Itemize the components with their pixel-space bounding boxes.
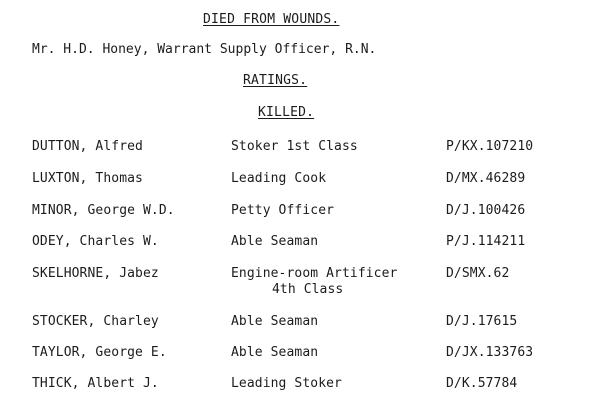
casualty-service-number: D/K.57784 <box>446 376 518 391</box>
casualty-rank <box>231 266 397 298</box>
list-item <box>0 314 600 340</box>
heading-died-from-wounds: DIED FROM WOUNDS. <box>203 12 340 27</box>
casualty-name: TAYLOR, George E. <box>32 345 167 360</box>
casualty-rank: Leading Cook <box>231 171 327 186</box>
heading-ratings: RATINGS. <box>243 73 308 88</box>
list-item <box>0 234 600 260</box>
casualty-rank: Leading Stoker <box>231 376 342 391</box>
casualty-service-number: D/J.17615 <box>446 314 518 329</box>
officer-entry: Mr. H.D. Honey, Warrant Supply Officer, R.N. <box>32 42 377 57</box>
casualty-service-number: P/J.114211 <box>446 234 526 249</box>
list-item <box>0 171 600 197</box>
casualty-service-number: D/SMX.62 <box>446 266 510 281</box>
list-item <box>0 345 600 371</box>
casualty-name: THICK, Albert J. <box>32 376 159 391</box>
casualty-rank: Petty Officer <box>231 203 335 218</box>
heading-killed: KILLED. <box>258 105 315 120</box>
list-item <box>0 139 600 165</box>
casualty-rank: Able Seaman <box>231 314 319 329</box>
casualty-rank: Able Seaman <box>231 234 319 249</box>
casualty-rank-line-1: Engine-room Artificer <box>231 266 398 281</box>
casualty-name: DUTTON, Alfred <box>32 139 143 154</box>
casualty-name: SKELHORNE, Jabez <box>32 266 159 281</box>
casualty-service-number: D/MX.46289 <box>446 171 526 186</box>
list-item <box>0 266 600 300</box>
casualty-name: MINOR, George W.D. <box>32 203 175 218</box>
list-item <box>0 203 600 229</box>
casualty-rank: Stoker 1st Class <box>231 139 358 154</box>
list-item <box>0 376 600 402</box>
casualty-service-number: D/JX.133763 <box>446 345 534 360</box>
casualty-rank-line-2: 4th Class <box>272 282 344 297</box>
casualty-name: ODEY, Charles W. <box>32 234 159 249</box>
casualty-name: LUXTON, Thomas <box>32 171 143 186</box>
casualty-rank: Able Seaman <box>231 345 319 360</box>
casualty-service-number: P/KX.107210 <box>446 139 534 154</box>
casualty-name: STOCKER, Charley <box>32 314 159 329</box>
casualty-service-number: D/J.100426 <box>446 203 526 218</box>
